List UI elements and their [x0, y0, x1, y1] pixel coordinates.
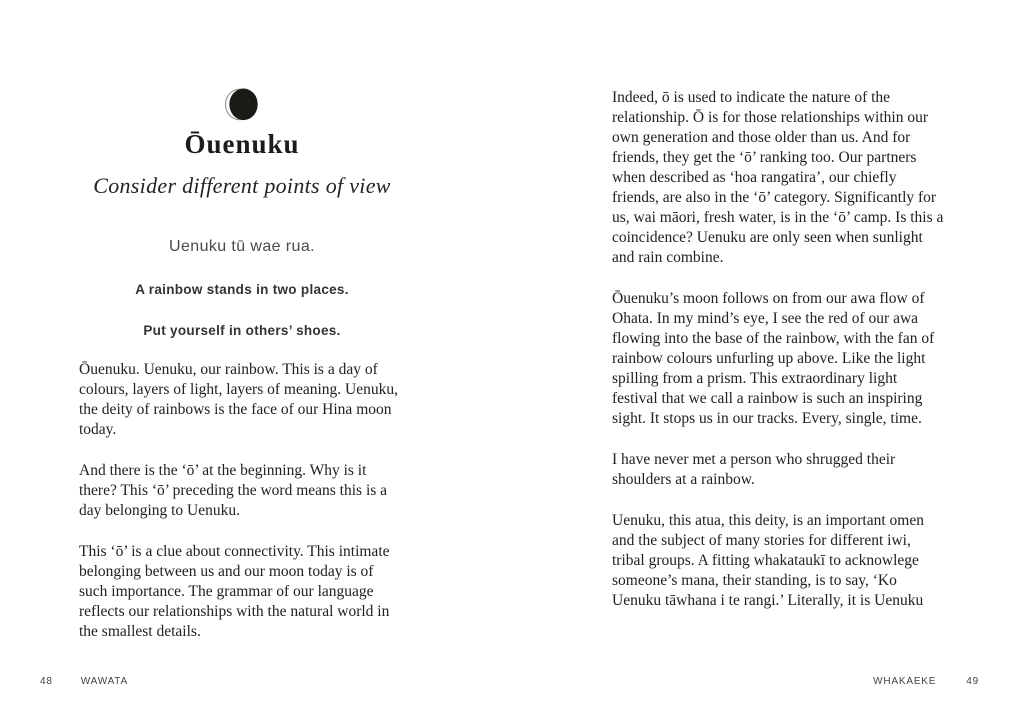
- running-head: WHAKAEKE: [873, 676, 937, 687]
- page-number: 49: [966, 676, 979, 687]
- moon-phase-icon-wrap: [79, 84, 405, 126]
- whakatauki-translation: A rainbow stands in two places.: [135, 282, 349, 297]
- left-page-body: [79, 360, 405, 642]
- left-page-footer: [40, 676, 128, 687]
- body-paragraph: Ōuenuku. Uenuku, our rainbow. This is a day of colours, layers of light, layers of meaning. Uenuku, the deity of rainbows is the face of our Hina moon today.: [79, 361, 398, 438]
- right-page: [612, 88, 946, 632]
- whakatauki-text: Uenuku tū wae rua.: [169, 238, 315, 255]
- body-paragraph: This ‘ō’ is a clue about connectivity. This intimate belonging between us and our moon today is of such importance. The grammar of our language reflects our relationships with the natural world in the smallest details.: [79, 543, 390, 640]
- chapter-title: Ōuenuku: [184, 129, 300, 159]
- body-paragraph: Ōuenuku’s moon follows on from our awa flow of Ohata. In my mind’s eye, I see the red of our awa flowing into the base of the rainbow, with the fan of rainbow colours unfurling up above. Like the light spilling from a prism. This extraordinary light festival that we call a rainbow is such an inspiring sight. It stops us in our tracks. Every, single, time.: [612, 290, 935, 427]
- left-page: [79, 84, 405, 663]
- running-head: WAWATA: [80, 676, 128, 687]
- page-number: 48: [40, 676, 53, 687]
- body-paragraph: I have never met a person who shrugged their shoulders at a rainbow.: [612, 451, 896, 488]
- chapter-subtitle: Consider different points of view: [93, 173, 391, 198]
- body-paragraph: Uenuku, this atua, this deity, is an important omen and the subject of many stories for different iwi, tribal groups. A fitting whakataukī to acknowlege someone’s mana, their standing, is to say, ‘Ko Uenuku tāwhana i te rangi.’ Literally, it is Uenuku: [612, 512, 924, 609]
- chapter-header: [79, 84, 405, 338]
- right-page-footer: [873, 676, 979, 687]
- body-paragraph: And there is the ‘ō’ at the beginning. Why is it there? This ‘ō’ preceding the word means this is a day belonging to Uenuku.: [79, 462, 388, 519]
- waxing-gibbous-moon-icon: [223, 84, 261, 125]
- whakatauki-meaning: Put yourself in others’ shoes.: [143, 323, 341, 338]
- body-paragraph: Indeed, ō is used to indicate the nature of the relationship. Ō is for those relationships within our own generation and those older than us. And for friends, they get the ‘ō’ ranking too. Our partners when described as ‘hoa rangatira’, our chiefly friends, are also in the ‘ō’ category. Significantly for us, wai māori, fresh water, is in the ‘ō’ camp. Is this a coincidence? Uenuku are only seen when sunlight and rain combine.: [612, 89, 944, 266]
